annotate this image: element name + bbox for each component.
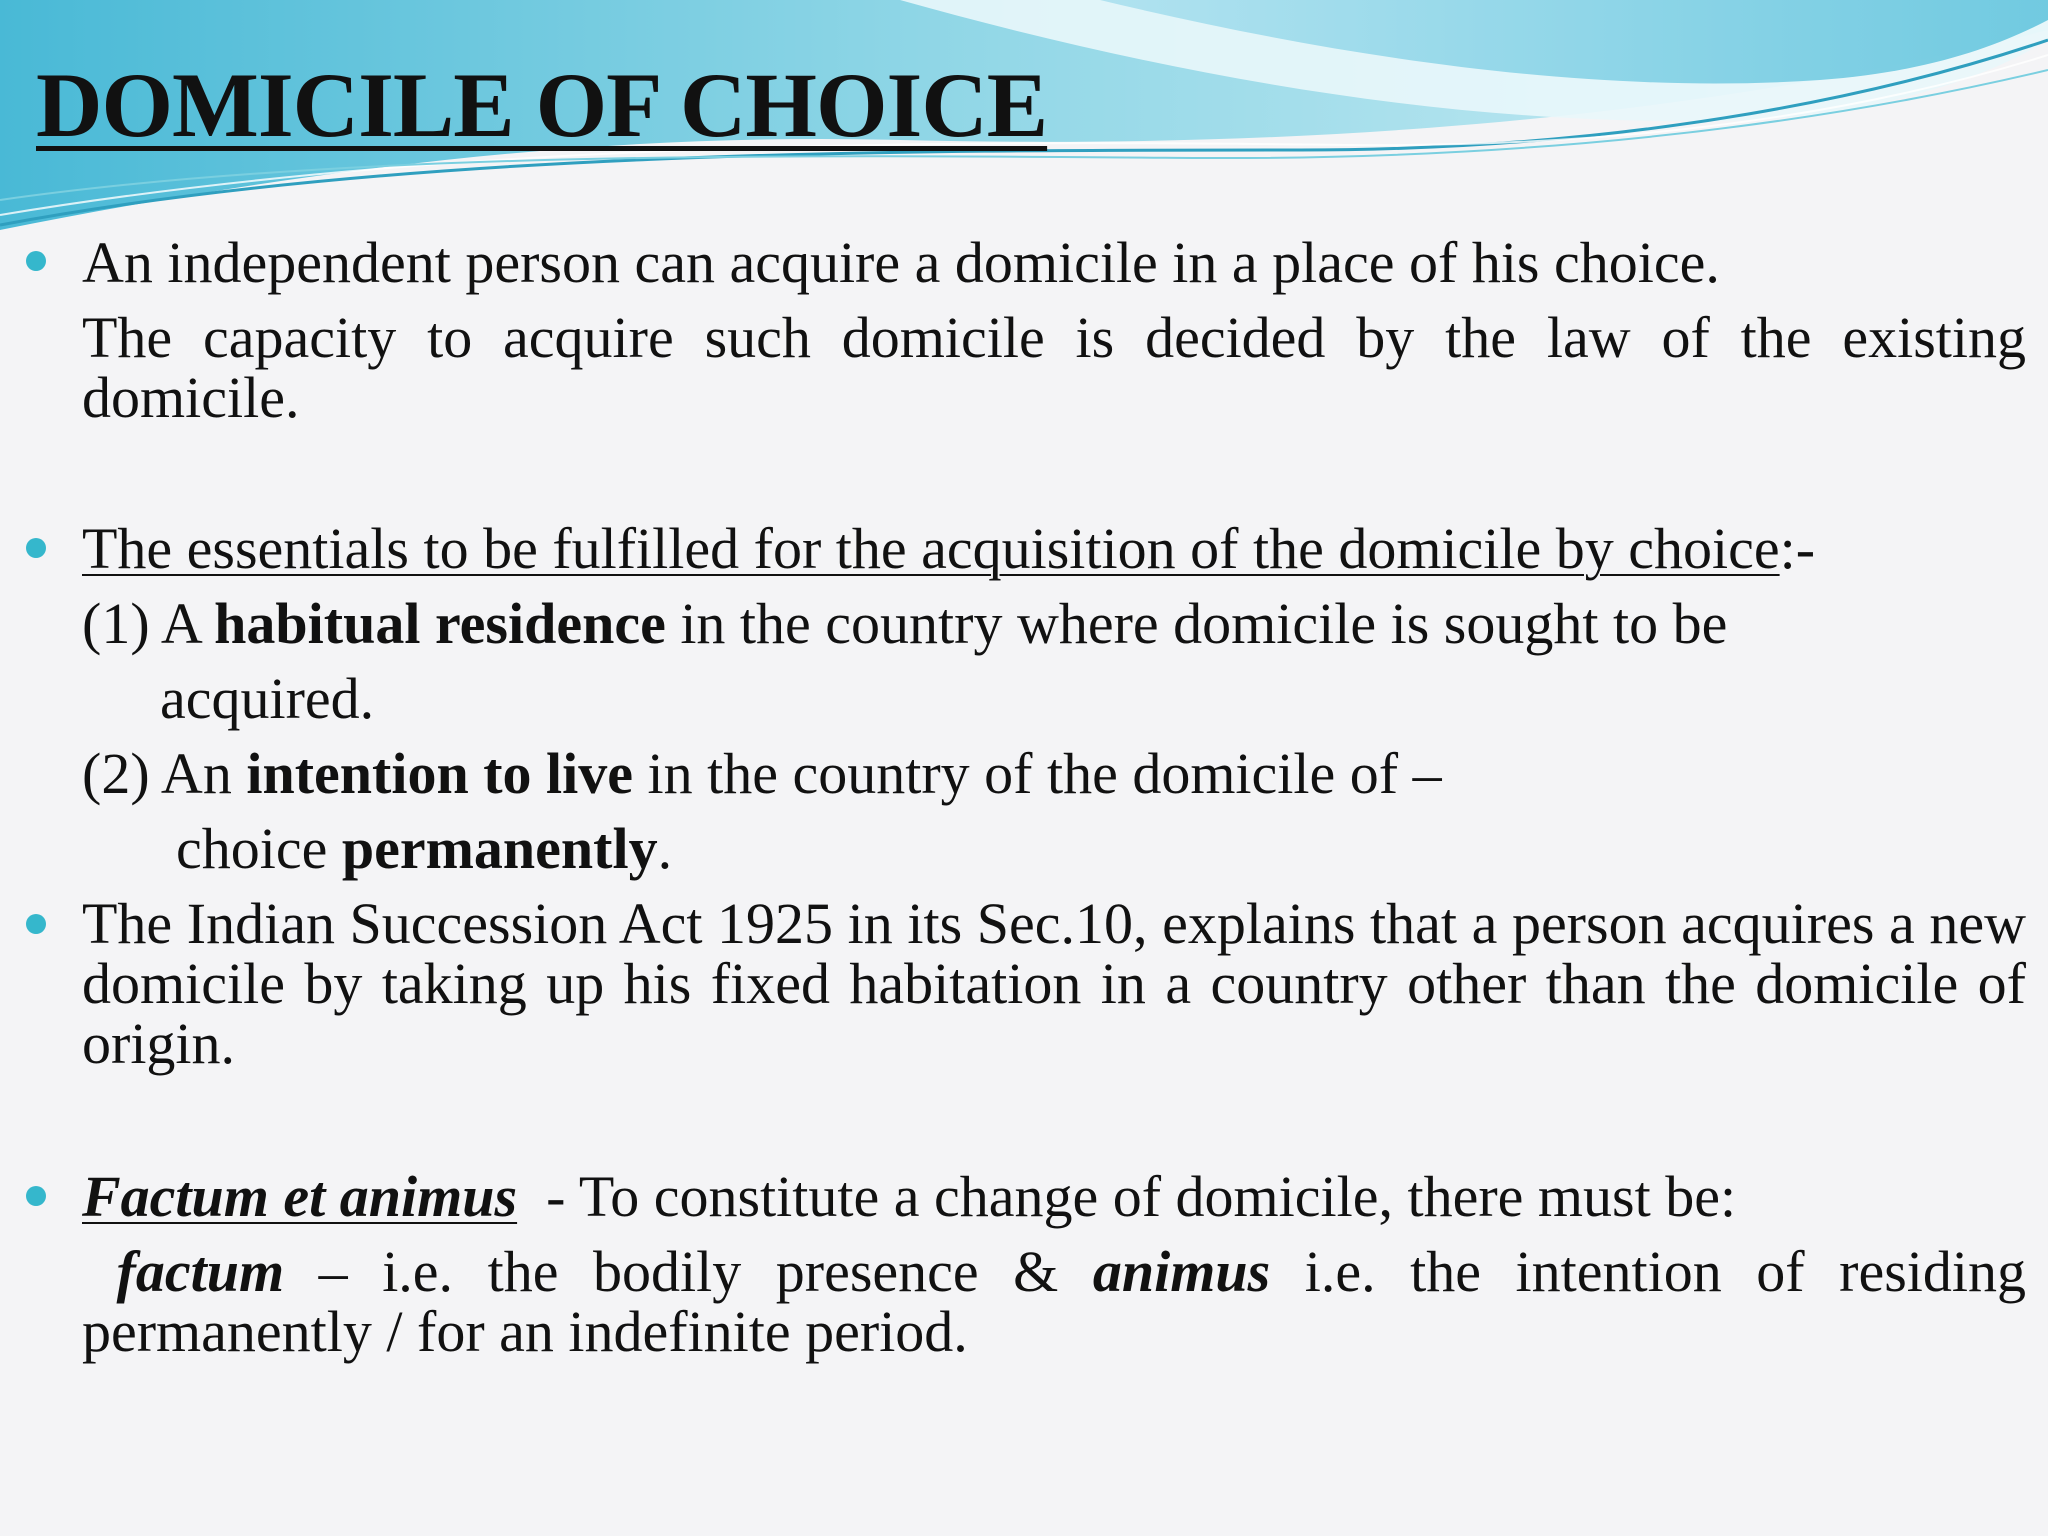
item2-cont-bold: permanently [341,816,658,881]
factum-animus-paragraph [82,1239,2026,1364]
item2-prefix: (2) An [82,741,247,806]
bullet-icon [26,914,46,934]
item1-prefix: (1) A [82,591,215,656]
bullet1-paragraph: The capacity to acquire such domicile is decided by the law of the existing domicile. [82,305,2026,430]
animus-term: animus [1092,1239,1271,1304]
slide-title: DOMICILE OF CHOICE [36,54,1048,156]
bullet1-text: An independent person can acquire a domicile in a place of his choice. [82,230,1720,295]
essential-item-1 [82,591,1727,657]
factum-animus-heading [82,1164,1736,1230]
animus-explanation: i.e. the intention of residing permanently / for an indefinite period. [82,1239,2026,1364]
essential-item-2 [82,741,1442,807]
item1-text: in the country where domicile is sought to be [665,591,1728,656]
essentials-heading [82,516,1815,582]
factum-explanation: – i.e. the bodily presence & [284,1239,1093,1304]
factum-animus-text: - To constitute a change of domicile, there must be: [517,1164,1737,1229]
factum-term: factum [116,1239,285,1304]
essential-item-2-continuation [176,816,672,882]
succession-act-paragraph: The Indian Succession Act 1925 in its Sec.10, explains that a person acquires a new domicile by taking up his fixed habitation in a country other than the domicile of origin. [82,891,2026,1076]
bullet-icon [26,538,46,558]
essentials-heading-suffix: :- [1779,516,1816,581]
factum-animus-term: Factum et animus [82,1164,518,1229]
essential-item-1-continuation: acquired. [160,666,375,731]
item1-bold-term: habitual residence [214,591,666,656]
item2-text: in the country of the domicile of – [633,741,1442,806]
essentials-heading-text: The essentials to be fulfilled for the acquisition of the domicile by choice [82,516,1780,581]
bullet-icon [26,1186,46,1206]
item2-bold-term: intention to live [246,741,633,806]
item2-cont-text: choice [176,816,342,881]
item2-cont-period: . [657,816,673,881]
bullet-icon [26,251,46,271]
